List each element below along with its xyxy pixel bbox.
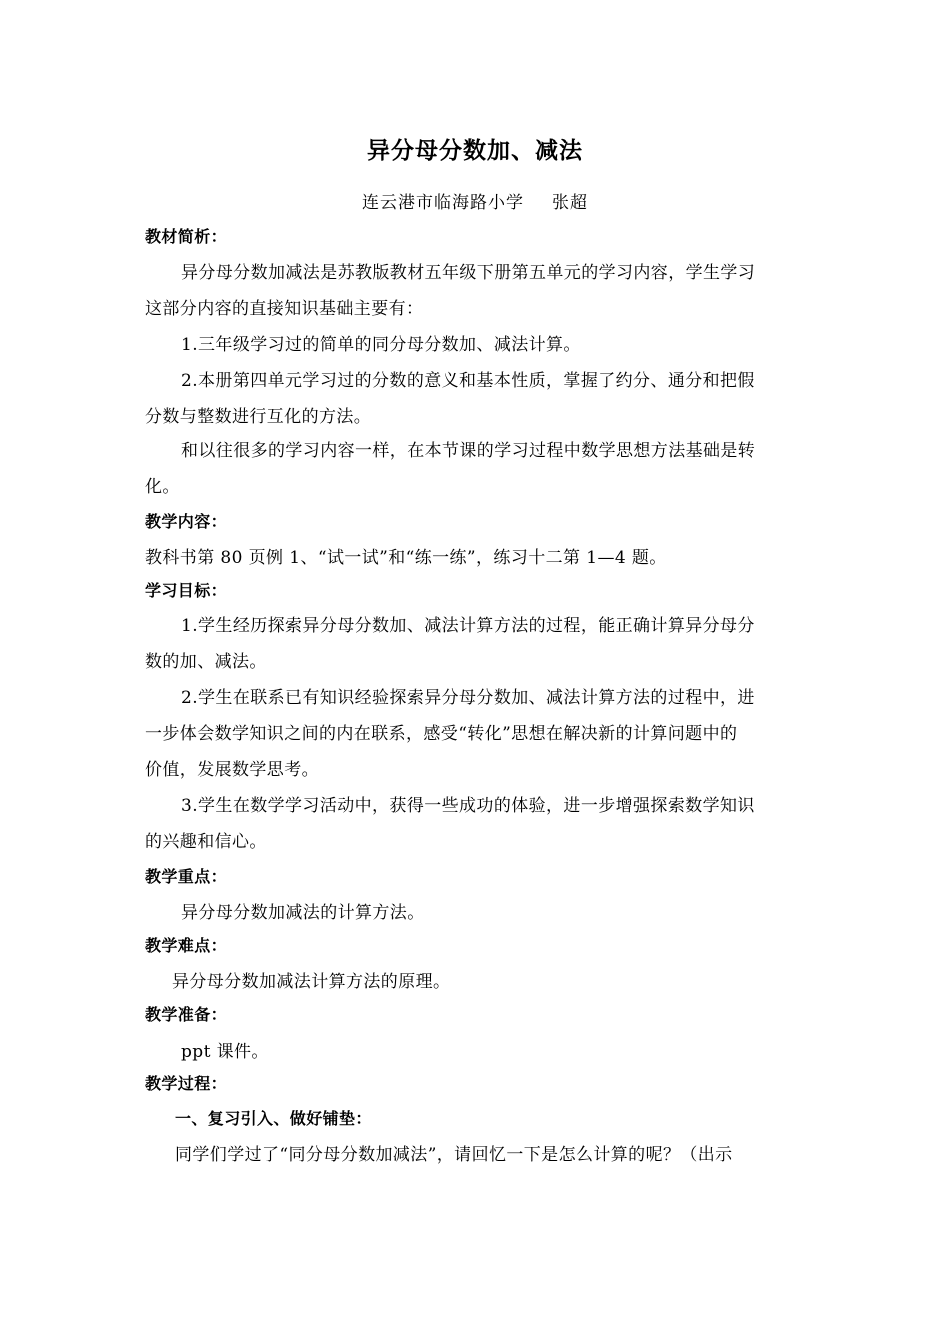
goal-1-line-2: 数的加、减法。 bbox=[145, 652, 267, 672]
preparation-text: ppt 课件。 bbox=[181, 1042, 269, 1062]
author-name: 张超 bbox=[552, 193, 588, 213]
process-step-1-line-1: 同学们学过了“同分母分数加减法”，请回忆一下是怎么计算的呢？（出示 bbox=[175, 1145, 733, 1165]
heading-difficulty: 教学难点： bbox=[145, 936, 228, 955]
author-line bbox=[0, 188, 950, 213]
material-item-1: 1.三年级学习过的简单的同分母分数加、减法计算。 bbox=[181, 335, 581, 355]
focus-text: 异分母分数加减法的计算方法。 bbox=[181, 903, 425, 923]
author-school: 连云港市临海路小学 bbox=[362, 193, 524, 213]
heading-content: 教学内容： bbox=[145, 512, 228, 531]
goal-1-line-1: 1.学生经历探索异分母分数加、减法计算方法的过程，能正确计算异分母分 bbox=[181, 616, 755, 636]
material-paragraph-1-line-1: 异分母分数加减法是苏教版教材五年级下册第五单元的学习内容，学生学习 bbox=[181, 263, 756, 283]
difficulty-text: 异分母分数加减法计算方法的原理。 bbox=[172, 972, 451, 992]
material-paragraph-2-line-2: 化。 bbox=[145, 477, 180, 497]
heading-preparation: 教学准备： bbox=[145, 1005, 228, 1024]
document-title: 异分母分数加、减法 bbox=[367, 138, 583, 164]
material-paragraph-1-line-2: 这部分内容的直接知识基础主要有： bbox=[145, 299, 424, 319]
heading-goals: 学习目标： bbox=[145, 581, 228, 600]
material-item-2-line-1: 2.本册第四单元学习过的分数的意义和基本性质，掌握了约分、通分和把假 bbox=[181, 371, 755, 391]
content-text: 教科书第 80 页例 1、“试一试”和“练一练”，练习十二第 1—4 题。 bbox=[145, 548, 667, 568]
heading-process: 教学过程： bbox=[145, 1074, 228, 1093]
goal-2-line-3: 价值，发展数学思考。 bbox=[145, 760, 319, 780]
process-step-1-heading: 一、复习引入、做好铺垫： bbox=[175, 1109, 372, 1128]
goal-2-line-2: 一步体会数学知识之间的内在联系，感受“转化”思想在解决新的计算问题中的 bbox=[145, 724, 738, 744]
heading-material: 教材简析： bbox=[145, 227, 228, 246]
goal-3-line-1: 3.学生在数学学习活动中，获得一些成功的体验，进一步增强探索数学知识 bbox=[181, 796, 755, 816]
goal-3-line-2: 的兴趣和信心。 bbox=[145, 832, 267, 852]
goal-2-line-1: 2.学生在联系已有知识经验探索异分母分数加、减法计算方法的过程中，进 bbox=[181, 688, 755, 708]
material-item-2-line-2: 分数与整数进行互化的方法。 bbox=[145, 407, 372, 427]
material-paragraph-2-line-1: 和以往很多的学习内容一样，在本节课的学习过程中数学思想方法基础是转 bbox=[181, 441, 756, 461]
heading-focus: 教学重点： bbox=[145, 867, 228, 886]
